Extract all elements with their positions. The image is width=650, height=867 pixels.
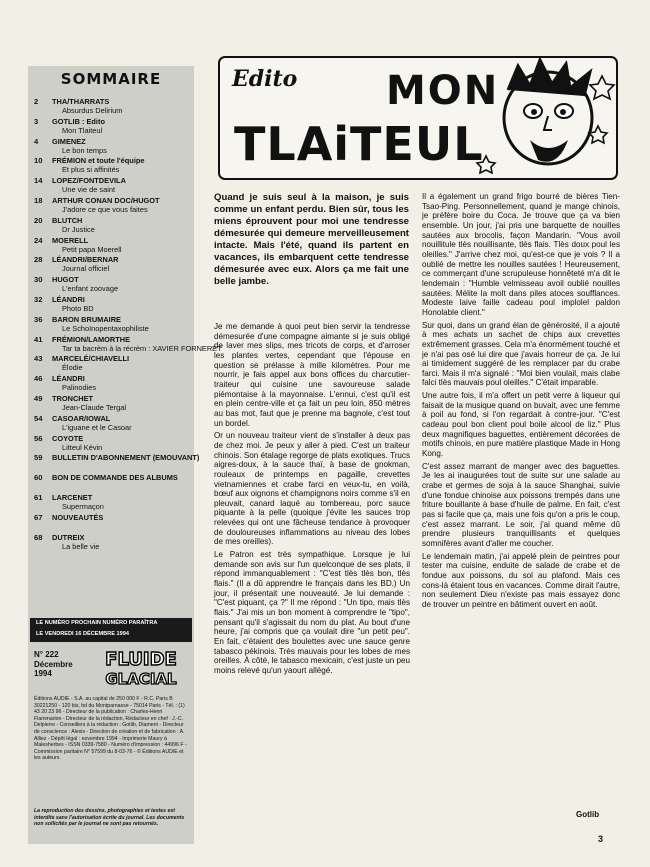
toc-subtitle: L'iguane et le Casoar xyxy=(62,422,132,432)
toc-item xyxy=(34,534,190,554)
article-paragraph: Sur quoi, dans un grand élan de générosité, il a ajouté à mes achats un sachet de chips aux crevettes extrêmement grasses. Cela m'a énormément touché et je n'ai pas osé lui dire que j'avais horreur de ça. Je lui ai timidement suggéré de les remplacer par du crabe farci. Mais il m'a signalé : "Moi bien voulail, mais clabe falci tlès mauvais poul oleilles." C'était imparable. xyxy=(422,320,620,388)
toc-item xyxy=(34,217,190,237)
toc-heading: FRÉMION et toute l'équipe xyxy=(52,156,145,166)
logo-bottom-text: GLACIAL xyxy=(105,670,177,688)
toc-subtitle: Absurdus Delirium xyxy=(62,106,123,115)
toc-page-number: 30 xyxy=(34,275,43,285)
toc-page-number: 2 xyxy=(34,97,39,106)
toc-subtitle: Palinodies xyxy=(62,383,97,393)
toc-heading: BLUTCH xyxy=(52,215,83,225)
toc-item xyxy=(34,375,190,395)
toc-item xyxy=(34,118,190,138)
toc-subtitle: Journal officiel xyxy=(62,264,110,274)
toc-item xyxy=(34,157,190,177)
toc-heading: LOPEZ/FONTDEVILA xyxy=(52,176,126,186)
toc-page-number: 28 xyxy=(34,255,43,265)
toc-item xyxy=(34,415,190,435)
article-paragraph: Je me demande à quoi peut bien servir la tendresse démesurée d'une compagne aimante si je suis obligé de laver mes slips, mes tricots de corps, et d'arroser les plantes vertes, cependant que l'épouse en question se prélasse à mille kilomètres. Pour me nourrir, je fais appel aux bons offices du charcutier-traiteur qui cuisine une savoureuse salade piémontaise à la mayonnaise. L'ennui, c'est qu'il est en plein centre-ville et ça fait un peu loin, 850 mètres au bas mot, faut que je prenne ma bagnole, c'est tout un bordel. xyxy=(214,322,410,428)
toc-page-number: 14 xyxy=(34,176,43,186)
issue-month: Décembre xyxy=(34,659,73,669)
toc-page-number: 49 xyxy=(34,393,43,403)
toc-page-number: 20 xyxy=(34,215,43,225)
toc-subtitle: Photo BD xyxy=(62,303,94,313)
toc-item xyxy=(34,296,190,316)
toc-item xyxy=(34,316,190,336)
toc-page-number: 3 xyxy=(34,116,39,126)
toc-subtitle: Et plus si affinités xyxy=(62,165,120,175)
issue-number: N° 222 xyxy=(34,650,59,659)
toc-subtitle: Petit papa Moerell xyxy=(62,244,122,254)
toc-page-number: 43 xyxy=(34,354,43,364)
toc-heading: CASOAR/IOWAL xyxy=(52,413,111,423)
toc-heading: NOUVEAUTÉS xyxy=(52,512,104,522)
article-paragraph: C'est assez marrant de manger avec des baguettes. Je les ai inaugurées tout de suite sur une salade au crabe et germes de soja à la sauce Shanghai, suivie d'une fondue chinoise aux poissons trempés dans une friture bouillante à base d'huile de palme. En fait, c'est pas si facile que ça, mais une fois qu'on a pris le coup, c'est assez marrant. Le soir, j'ai quand même dû prendre plusieurs tranquillisants et quelques somnifères avant d'aller me coucher. xyxy=(422,461,620,548)
toc-item xyxy=(34,276,190,296)
toc-heading: LARCENET xyxy=(52,492,93,502)
toc-page-number: 18 xyxy=(34,195,43,205)
toc-item xyxy=(34,237,190,257)
article-paragraph: Il a également un grand frigo bourré de bières Tien-Tsao-Ping. Personnellement, quand je mange chinois, je préfère boire du Coca. Je trouve que ça va bien ensemble. Un jour, j'ai pris une barquette de nouilles sautées aux brocolis, façon Mandarin. "Vous avoil nouillitule tlès nouillisante, tlès flais. Tlès doux poul les oleilles." J'arrive chez moi, qu'est-ce que je vois ? Il a oublié de mettre les nouilles sautées ! Heureusement, ce commerçant d'une scrupuleuse honnêteté m'a dit le lendemain : "Humble velmisseau avoil oublié nouilles sautées. Mélite la molt dans piles atoces soufflances. Modeste laive faille cadeau poul implolel paldon Honolable client." xyxy=(422,192,620,317)
toc-page-number: 24 xyxy=(34,235,43,245)
toc-heading: FRÉMION/LAMORTHE xyxy=(52,334,131,344)
edito-banner-cartoon xyxy=(218,56,618,180)
toc-page-number: 41 xyxy=(34,334,43,344)
toc-page-number: 32 xyxy=(34,294,43,304)
toc-item xyxy=(34,334,222,356)
issue-info xyxy=(34,650,73,679)
toc-heading: MOERELL xyxy=(52,235,89,245)
toc-heading: LÉANDRI/BERNAR xyxy=(52,255,119,265)
toc-page-number: 67 xyxy=(34,512,43,522)
toc-page-number: 10 xyxy=(34,156,43,166)
toc-heading: BARON BRUMAIRE xyxy=(52,314,121,324)
toc-item xyxy=(34,494,190,514)
disclaimer-text: La reproduction des dessins, photographies et textes est interdite sans l'autorisation écrite du journal. Les documents non sollicités par le journal ne sont pas retournés. xyxy=(34,808,185,828)
toc-subtitle: La belle vie xyxy=(62,541,100,551)
article-column-2 xyxy=(422,192,620,613)
article-paragraph: Le lendemain matin, j'ai appelé plein de peintres pour tester ma cuisine, enduite de salade de crabe et de fondue aux poissons, du sol au plafond. Mais ces cons-là étaient tous en vacances. Comme dirait l'autre, non seulement Dieu n'existe pas mais essayez donc de trouver un peintre en bâtiment ouvert en août. xyxy=(422,551,620,609)
toc-heading: BULLETIN D'ABONNEMENT (EMOUVANT) xyxy=(52,453,200,463)
toc-page-number: 4 xyxy=(34,136,39,146)
toc-subtitle: Supermaçon xyxy=(62,501,104,511)
article-paragraph: Une autre fois, il m'a offert un petit verre à liqueur qui faisait de la musique quand on buvait, avec une femme à poil au fond, si l'on regardait à contre-jour. "C'est cadeau poul bon client poul boile alcool de liz." Plus deux magnifiques baguettes, entièrement décorées de motifs chinois, en pure matière plastique Made in Hong Kong. xyxy=(422,391,620,459)
toc-item xyxy=(34,138,190,158)
article-column-1 xyxy=(214,322,410,679)
toc-subtitle: Une vie de saint xyxy=(62,185,115,195)
sommaire-title: SOMMAIRE xyxy=(60,70,162,88)
toc-heading: GIMENEZ xyxy=(52,136,86,146)
toc-heading: THA/THARRATS xyxy=(52,97,110,106)
toc-item xyxy=(34,435,190,455)
toc-heading: BON DE COMMANDE DES ALBUMS xyxy=(52,473,178,483)
toc-heading: TRONCHET xyxy=(52,393,94,403)
next-issue-line: LE NUMÉRO PROCHAIN NUMÉRO PARAÎTRA xyxy=(36,620,158,626)
toc-subtitle: Mon Tlaiteul xyxy=(62,125,103,135)
toc-page-number: 59 xyxy=(34,453,43,463)
article-paragraph: Or un nouveau traiteur vient de s'installer à deux pas de chez moi. Je peux y aller à pied. C'est un traiteur chinois. Son étalage regorge de plats exotiques. Trucs aigres-doux, à la sauce thaï, à base de gnokman, rouleaux de printemps en pagaille, crevettes vietnamiennes et crabe farci en veux-tu, en voilà, bœuf aux oignons et champignons noirs comme s'il en pleuvait, canard laqué au tombereau, porc sauce piquante à la pelle (quoique j'évite les sauces trop relevées qui ont une fâcheuse tendance à provoquer de douloureuses inflammations au niveau des lobes de mes oreilles). xyxy=(214,431,410,547)
edito-label: Edito xyxy=(232,66,298,92)
toc-item xyxy=(34,98,190,118)
article-lead: Quand je suis seul à la maison, je suis comme un enfant perdu. Bien sûr, tous les miens éprouvent pour moi une tendresse démesurée qui demeure merveilleusement intacte. Mais l'été, quand ils partent en vacances, ils embarquent cette tendresse démesurée avec eux. Alors ça me fait une belle jambe. xyxy=(214,192,409,287)
toc-item xyxy=(34,177,190,197)
toc-page-number: 54 xyxy=(34,413,43,423)
toc-subtitle: Tar ta bacrèm à la récrèm : XAVIER FORNERET xyxy=(62,343,222,353)
toc-subtitle: J'adore ce que vous faites xyxy=(62,204,148,214)
toc-item xyxy=(34,197,190,217)
toc-page-number: 60 xyxy=(34,473,43,483)
banner-title-line2: TLAiTEUL xyxy=(234,117,484,171)
toc-subtitle: Jean-Claude Tergal xyxy=(62,402,126,412)
toc-subtitle: Élodie xyxy=(62,363,83,373)
toc-heading: LÉANDRI xyxy=(52,374,85,384)
toc-heading: ARTHUR CONAN DOC/HUGOT xyxy=(52,195,160,205)
toc-page-number: 68 xyxy=(34,532,43,542)
toc-item xyxy=(34,474,190,494)
banner-title-line1: MON xyxy=(386,68,500,114)
toc-heading: DUTREIX xyxy=(52,532,85,542)
author-signature: Gotlib xyxy=(576,810,600,819)
issue-year: 1994 xyxy=(34,669,52,678)
toc-subtitle: L'enfant zoovage xyxy=(62,284,119,294)
toc-heading: HUGOT xyxy=(52,275,79,285)
toc-subtitle: Le bon temps xyxy=(62,145,107,155)
toc-item xyxy=(34,256,190,276)
toc-page-number: 61 xyxy=(34,492,43,502)
toc-item xyxy=(34,395,190,415)
next-issue-date: LE VENDREDI 16 DÉCEMBRE 1994 xyxy=(36,631,129,637)
toc-heading: GOTLIB : Edito xyxy=(52,116,105,126)
article-paragraph: Le Patron est très sympathique. Lorsque je lui demande son avis sur l'un quelconque de ses plats, il répond immanquablement : "C'est tlès tlès bon, tlès flais." (Il a dû apprendre le français dans les BD.) Un jour, il présentait une nouveauté. Je lui demande : "C'est piquant, ça ?" Il me répond : "Un tipo, mais tlès flais." J'ai mis un bon moment à comprendre le "tipo", pensant qu'il s'agissait du nom du plat. Au bout d'une heure, j'ai compris que ça voulait dire "un petit peu". En fait, c'étaient des boulettes avec une sauce genre tabasco pékinois. Très mauvais pour les lobes de mes oreilles. À côté, le tabasco mexicain, c'est juste un peu moins relevé qu'un yaourt allégé. xyxy=(214,550,410,675)
sommaire-sidebar xyxy=(28,66,222,844)
next-issue-box xyxy=(30,618,192,642)
toc-page-number: 36 xyxy=(34,314,43,324)
imprint-text: Éditions AUDIE - S.A. au capital de 250 000 F - R.C. Paris B 30221250 - 120 bis, bd du Montparnasse - 75014 Paris - Tél. : (1) 43 20 23 96 - Directeur de la publication : Charles-Henri Flammarion - Directeur de la rédaction, Rédacteur en chef : J.-C. Delpierre - Conseillers à la rédaction : Gotlib, Diament - Directeur de conscience : Alexis - Direction de création et de fabrication : A. Alliez - Dépôt légal : novembre 1994 - Imprimerie Maury à Malesherbes - ISSN 0339-7580 - Numéro d'impression : 44996 F - Commission paritaire N° 57599 du 8-03-76 - © Éditions AUDIE et les auteurs. xyxy=(34,696,187,762)
toc-heading: COYOTE xyxy=(52,433,84,443)
logo-top-text: FLUIDE xyxy=(105,649,177,670)
toc-item xyxy=(34,453,200,474)
toc-page-number: 46 xyxy=(34,374,43,384)
toc-item xyxy=(34,514,190,534)
toc-subtitle: Le Schoïnopentaxophiliste xyxy=(62,323,149,333)
page-number: 3 xyxy=(598,834,604,844)
toc-heading: MARCELÉ/CHIAVELLI xyxy=(52,354,130,364)
table-of-contents xyxy=(34,97,222,553)
toc-subtitle: Dr Justice xyxy=(62,224,95,234)
fluide-glacial-logo xyxy=(98,646,184,690)
toc-page-number: 56 xyxy=(34,433,43,443)
toc-heading: LÉANDRI xyxy=(52,294,85,304)
toc-subtitle: Litteul Kévin xyxy=(62,442,103,452)
toc-item xyxy=(34,355,190,375)
